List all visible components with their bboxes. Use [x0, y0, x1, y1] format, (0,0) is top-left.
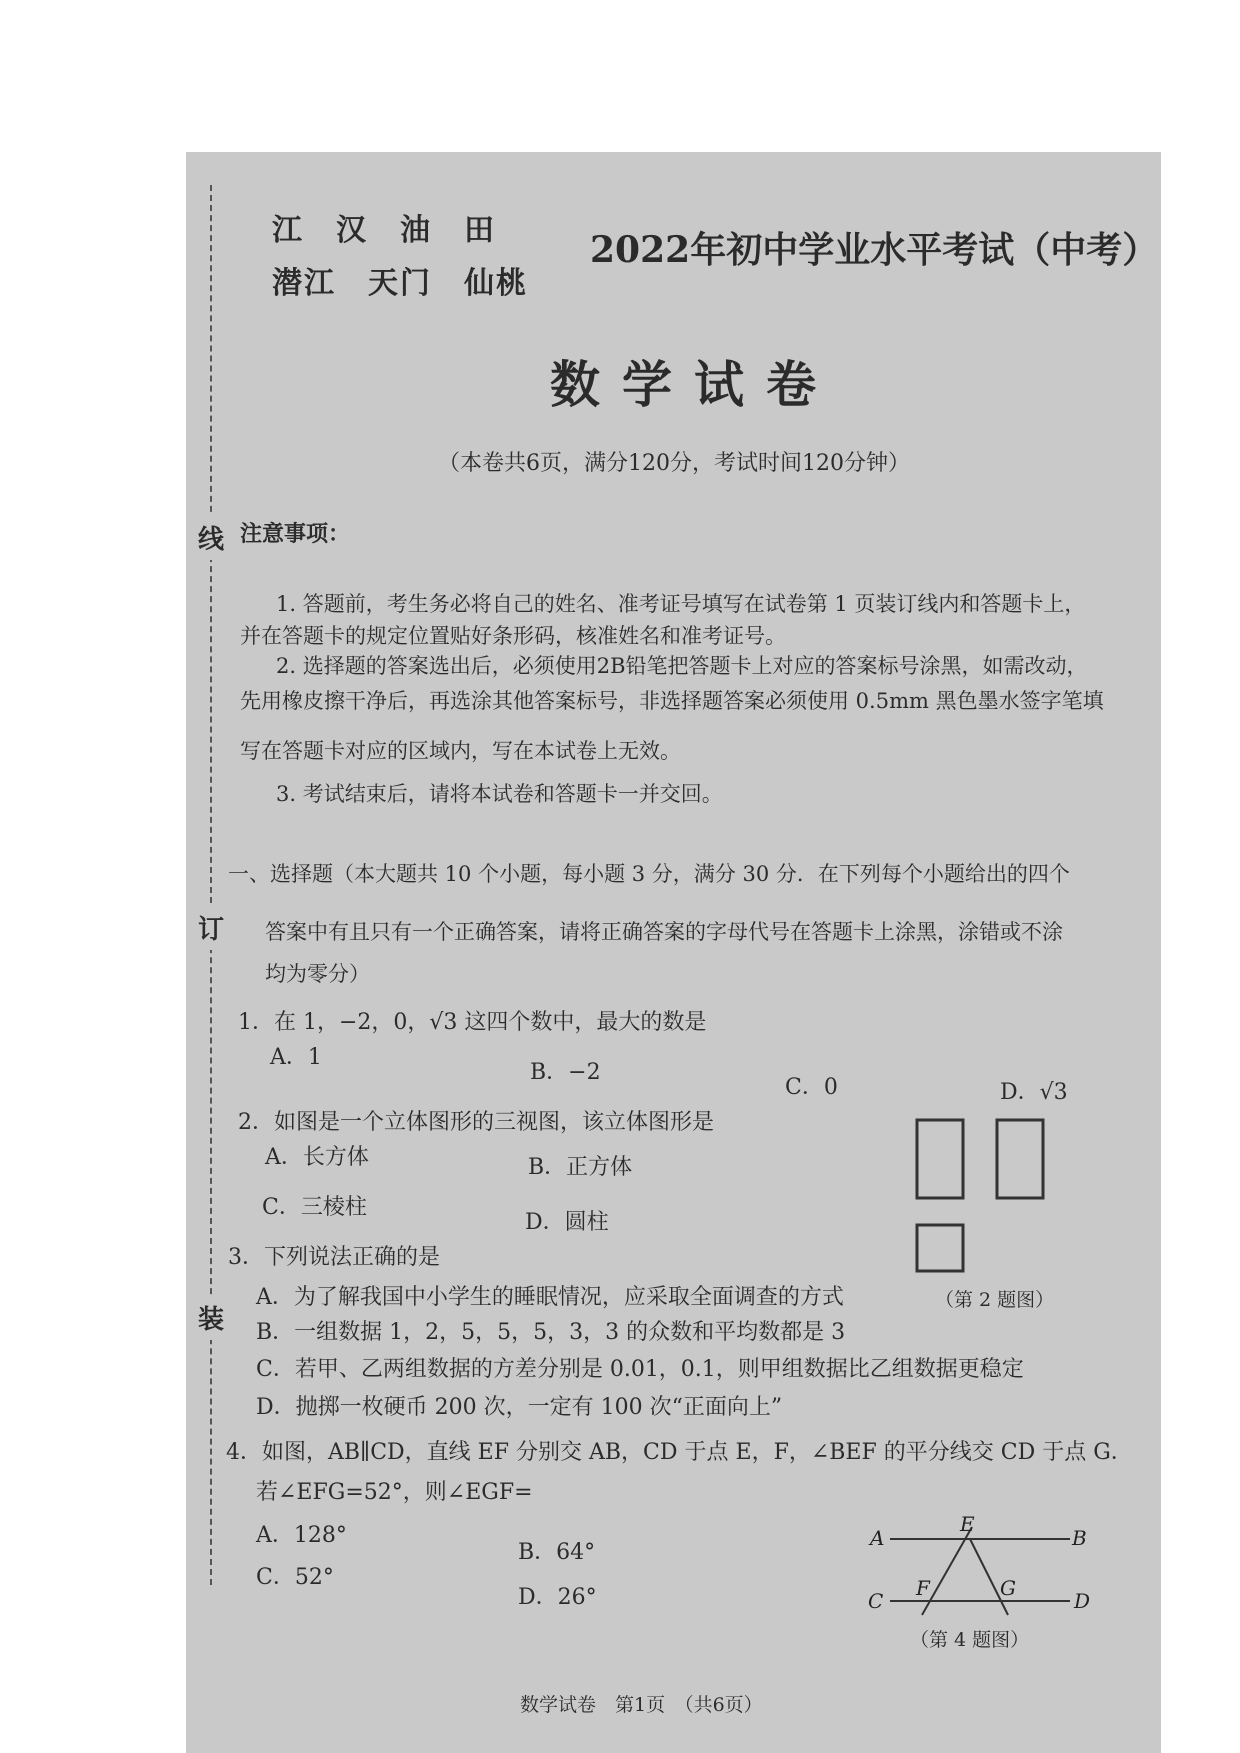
q2-side-view: [997, 1120, 1043, 1198]
q4-point-d: D: [1074, 1589, 1091, 1613]
region-line-2: 潜江 天门 仙桃: [272, 266, 528, 301]
q4-stem-condition: 若∠EFG=52°，则∠EGF=: [256, 1480, 533, 1505]
q3-option-a: A．为了解我国中小学生的睡眠情况，应采取全面调查的方式: [256, 1285, 844, 1310]
q2-option-a: A．长方体: [265, 1145, 369, 1170]
q4-option-c: C．52°: [256, 1565, 334, 1590]
q3-option-b: B．一组数据 1，2，5，5，5，3，3 的众数和平均数都是 3: [256, 1320, 846, 1345]
section-instruction: 均为零分）: [265, 962, 370, 986]
q4-caption: （第 4 题图）: [910, 1629, 1030, 1651]
q1-option-a: A．1: [270, 1045, 322, 1070]
q2-option-c: C．三棱柱: [262, 1195, 367, 1220]
binding-cut-line: [210, 185, 212, 1585]
q4-option-d: D．26°: [518, 1585, 597, 1610]
notice-line: 3. 考试结束后，请将本试卷和答题卡一并交回。: [276, 782, 723, 806]
q1-option-b: B．−2: [530, 1060, 601, 1085]
region-line-1: 江 汉 油 田: [272, 213, 496, 248]
q1-stem: 1．在 1，−2，0，√3 这四个数中，最大的数是: [238, 1010, 707, 1035]
cut-label-xian: 线: [198, 515, 224, 560]
cut-label-zhuang: 装: [198, 1295, 224, 1340]
q2-option-b: B．正方体: [528, 1155, 633, 1180]
exam-info: （本卷共6页，满分120分，考试时间120分钟）: [438, 451, 910, 476]
q4-option-a: A．128°: [256, 1523, 347, 1548]
notice-heading: 注意事项：: [240, 521, 351, 547]
q3-option-d: D．抛掷一枚硬币 200 次，一定有 100 次“正面向上”: [256, 1395, 783, 1420]
q2-three-view-figure: [905, 1110, 1065, 1280]
notice-line: 2. 选择题的答案选出后，必须使用2B铅笔把答题卡上对应的答案标号涂黑，如需改动，: [276, 654, 1088, 678]
q4-point-e: E: [960, 1515, 975, 1536]
q4-point-f: F: [916, 1576, 930, 1600]
q2-option-d: D．圆柱: [525, 1210, 609, 1235]
q4-parallel-lines-figure: [860, 1515, 1100, 1625]
q2-top-view: [917, 1225, 963, 1271]
q2-caption: （第 2 题图）: [935, 1289, 1055, 1311]
q4-option-b: B．64°: [518, 1540, 596, 1565]
cut-label-ding: 订: [198, 905, 224, 950]
section-heading: 一、选择题（本大题共 10 个小题，每小题 3 分，满分 30 分．在下列每个小题给出的四个: [228, 862, 1070, 886]
q4-point-c: C: [868, 1589, 884, 1613]
q1-option-c: C．0: [785, 1075, 838, 1100]
q4-point-g: G: [1000, 1576, 1016, 1600]
exam-title: 2022年初中学业水平考试（中考）: [590, 229, 1159, 271]
subject-title: 数学试卷: [550, 355, 838, 414]
q3-option-c: C．若甲、乙两组数据的方差分别是 0.01，0.1，则甲组数据比乙组数据更稳定: [256, 1357, 1024, 1382]
notice-line: 写在答题卡对应的区域内，写在本试卷上无效。: [240, 739, 681, 763]
q4-point-a: A: [870, 1526, 885, 1550]
q4-stem: 4．如图，AB∥CD，直线 EF 分别交 AB，CD 于点 E，F，∠BEF 的平分线交 CD 于点 G．: [226, 1440, 1133, 1465]
notice-line: 先用橡皮擦干净后，再选涂其他答案标号，非选择题答案必须使用 0.5mm 黑色墨水签字笔填: [240, 689, 1104, 713]
notice-line: 1. 答题前，考生务必将自己的姓名、准考证号填写在试卷第 1 页装订线内和答题卡上，: [276, 592, 1086, 616]
page-footer: 数学试卷 第1页 （共6页）: [520, 1694, 763, 1716]
q4-point-b: B: [1072, 1526, 1087, 1550]
q1-option-d: D．√3: [1000, 1080, 1068, 1105]
notice-line: 并在答题卡的规定位置贴好条形码，核准姓名和准考证号。: [240, 624, 786, 648]
section-instruction: 答案中有且只有一个正确答案，请将正确答案的字母代号在答题卡上涂黑，涂错或不涂: [265, 920, 1063, 944]
q3-stem: 3．下列说法正确的是: [228, 1245, 440, 1270]
q2-stem: 2．如图是一个立体图形的三视图，该立体图形是: [238, 1110, 714, 1135]
q2-front-view: [917, 1120, 963, 1198]
